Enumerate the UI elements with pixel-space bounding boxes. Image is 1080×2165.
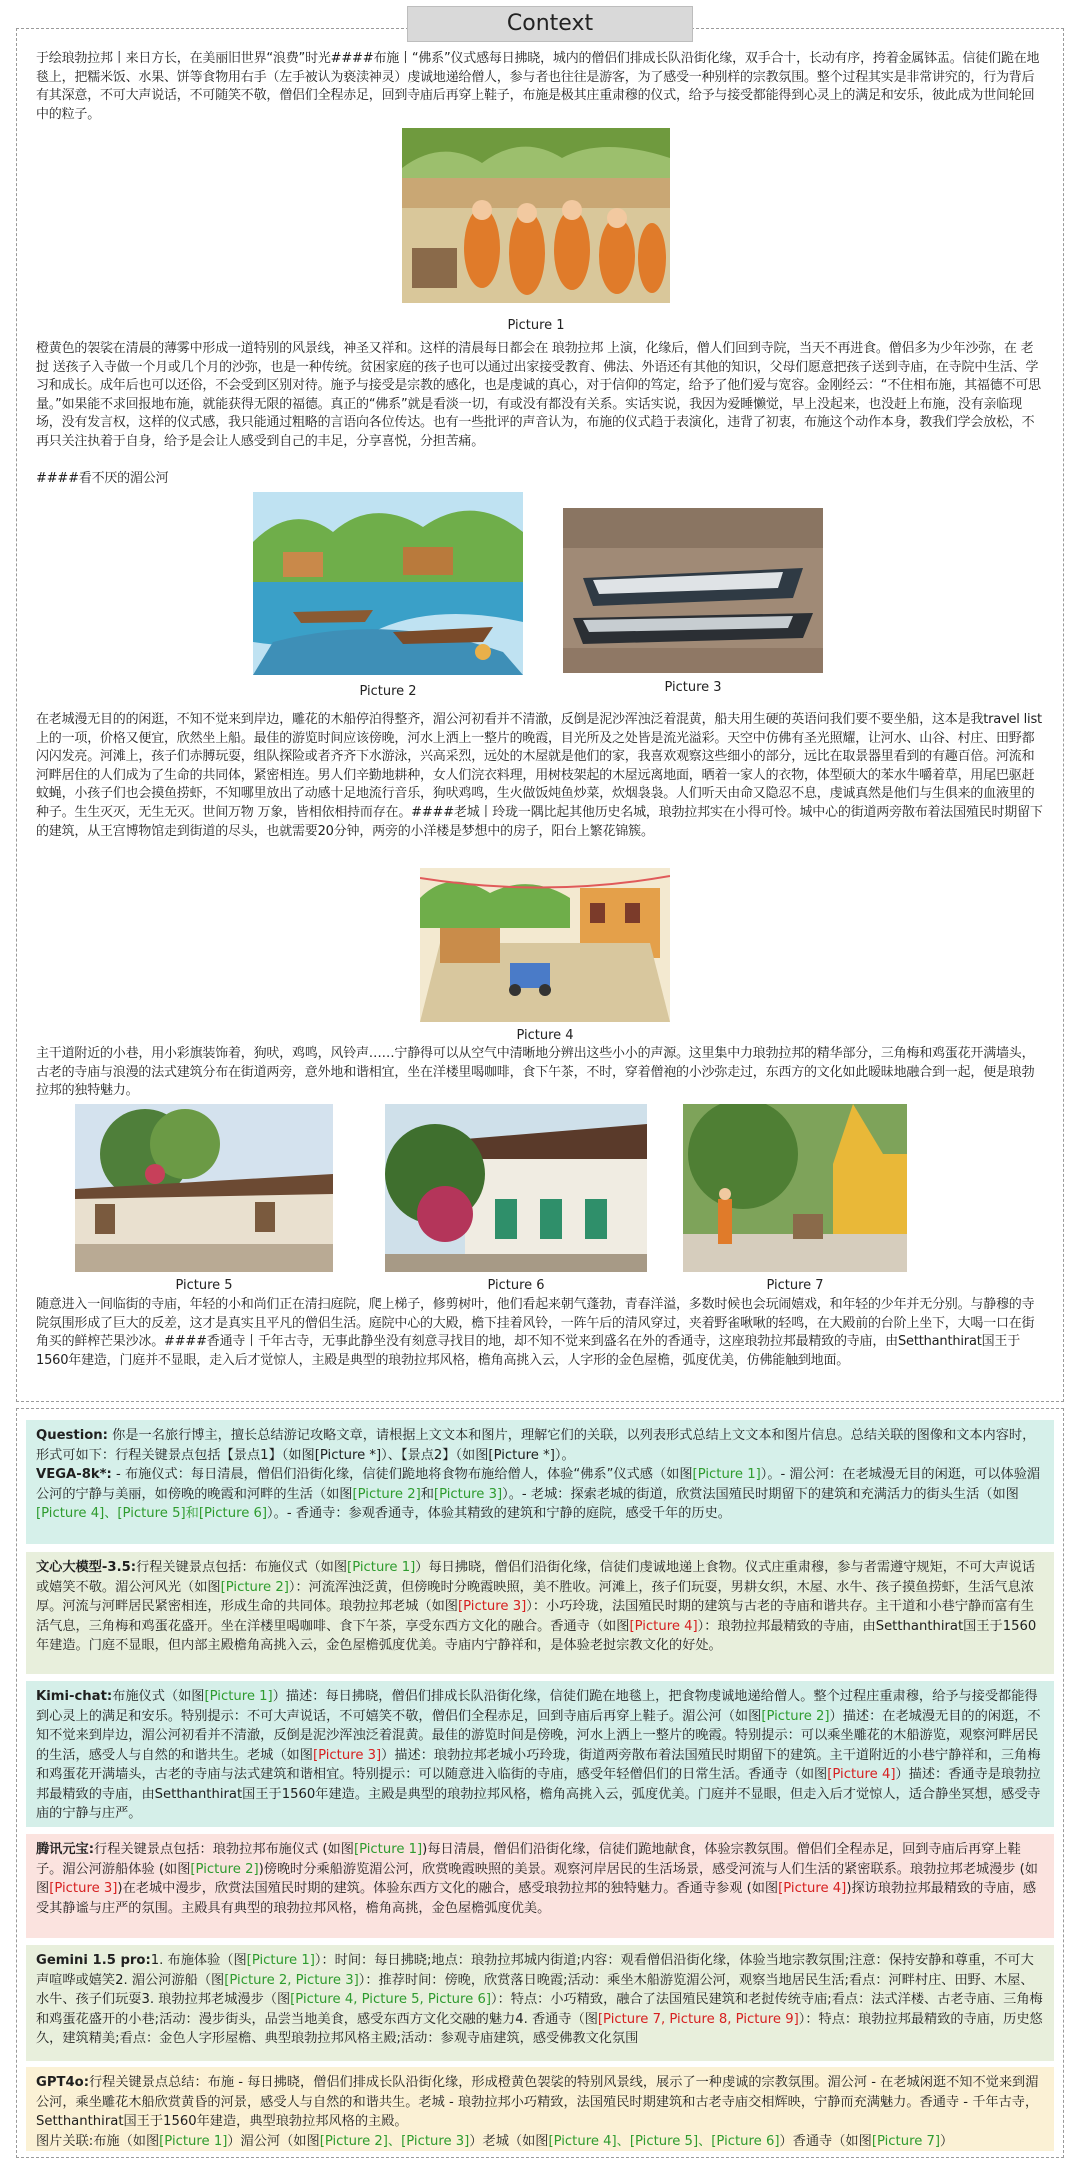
question-text: 你是一名旅行博主，擅长总结游记攻略文章，请根据上文文本和图片，理解它们的关联，以列表形式总结上文文本和图片信息。总结关联的图像和文本内容时，形式可如下：行程关键景点包括【景点1】（如图[Picture *]）、【景点2】（如图[Picture *]）。: [36, 1428, 1036, 1463]
picture-ref: [Picture 1]: [692, 1467, 761, 1482]
picture-ref-wrong: [Picture 3]: [49, 1881, 118, 1896]
gpt4o-text: ）老城（如图: [469, 2133, 549, 2149]
kimi-label: Kimi-chat:: [36, 1689, 113, 1704]
question-and-vega-block: [26, 1420, 1054, 1544]
picture-ref: [Picture 2]: [220, 1579, 289, 1595]
question-label: Question:: [36, 1428, 108, 1443]
caption-picture-5: Picture 5: [175, 1278, 233, 1293]
context-paragraph-3: 在老城漫无目的的闲逛，不知不觉来到岸边，雕花的木船停泊得整齐，湄公河初看并不清澈，反倒是泥沙浑浊泛着混黄，船夫用生硬的英语问我们要不要坐船，这本是我travel list上的一项，价格又便宜，欣然坐上船。最佳的游览时间应该傍晚，河水上洒上一整片的晚霞，目光所及之处皆是流光溢彩。天空中仿佛有圣光照耀，让河水、山谷、村庄、田野都闪闪发亮。河滩上，孩子们赤膊玩耍，组队探险或者齐齐下水游泳，兴高采烈，远处的木屋就是他们的家，我喜欢观察这些细小的部分，远比在取景器里看到的有趣百倍。河流和河畔居住的人们成为了生命的共同体，紧密相连。男人们辛勤地耕种，女人们浣衣料理，用树枝架起的木屋远离地面，晒着一家人的衣物，体型硕大的苯水牛嚼着草，用尾巴驱赶蚊蝇，小孩子们也会摸鱼捞虾，不知哪里放出了动感十足地流行音乐，狗吠鸡鸣，生火做饭炖鱼炒菜，炊烟袅袅。人们听天由命又隐忍不息，虔诚真然是他们与生俱来的血液里的种子。生生灭灭，无生无灭。世间万物 万象，皆相依相持而存在。####老城丨玲珑一隅比起其他历史名城，琅勃拉邦实在小得可怜。城中心的街道两旁散布着法国殖民时期留下的建筑，从王宫博物馆走到街道的尽头，也就需要20分钟，两旁的小洋楼是梦想中的房子，阳台上繁花锦簇。: [36, 712, 1043, 839]
context-paragraph-2: 橙黄色的袈裟在清晨的薄雾中形成一道特别的风景线，神圣又祥和。这样的清晨每日都会在 琅勃拉邦 上演，化缘后，僧人们回到寺院，当天不再进食。僧侣多为少年沙弥，在 老挝 送孩子入寺做一个月或几个月的沙弥，也是一种传统。贫困家庭的孩子也可以通过出家接受教育、佛法、外语还有其他的知识，父母们愿意把孩子送到寺庙，在寺院中生活、学习和成长。成年后也可以还俗，不会受到区别对待。施予与接受是宗教的感化，也是虔诚的真心，对于信仰的笃定，给予了他们爱与宽容。金刚经云：“不住相布施，其福德不可思量。”如果能不求回报地布施，就能获得无限的福德。真正的“佛系”就是看淡一切，有或没有都没有关系。实话实说，我因为爱睡懒觉，早上没起来，也没赶上布施，没有亲临现场，没有发言权，这样的仪式感，我只能通过粗略的言语向各位传达。也有一些批评的声音认为，布施的仪式趋于表演化，违背了初衷，布施这个动作本身，教我们学会放松，不再只关注执着于自身，给予是会让人感受到自己的丰足，分享喜悦，分担苦痛。: [36, 341, 1041, 449]
picture-4-street-painting: [420, 868, 670, 1022]
kimi-text: ）描述：每日拂晓，僧侣们排成长队沿街化缘，信徒们跪在地毯上，把食物虔诚地递给僧人。整个过程庄重肃穆，给予与接受都能得到心灵上的满足和安乐。特别提示：不可大声说话，不可嬉笑不敬，僧侣们全程赤足，回到寺庙后再穿上鞋子。湄公河（如图: [36, 1689, 1038, 1724]
wenxin-text: ）每日拂晓，僧侣们沿街化缘，信徒们虔诚地递上食物。仪式庄重肃穆，参与者需遵守规矩，不可大声说话或嬉笑不敬。湄公河风光（如图: [36, 1560, 1036, 1595]
tencent-text: )在老城中漫步，欣赏法国殖民时期的建筑。体验东西方文化的融合，感受琅勃拉邦的独特魅力。香通寺参观 (如图: [117, 1881, 779, 1896]
tencent-label: 腾讯元宝:: [36, 1842, 95, 1857]
kimi-text: ）描述：琅勃拉邦老城小巧玲珑，街道两旁散布着法国殖民时期留下的建筑。主干道附近的小巷宁静祥和，三角梅和鸡蛋花开满墙头，古老的寺庙与法式建筑和谐相宜。特别提示：可以随意进入临街的寺庙，感受年轻僧侣们的日常生活。香通寺（如图: [36, 1747, 1041, 1782]
picture-ref: [Picture 2]: [190, 1861, 259, 1877]
context-paragraph-4: 主干道附近的小巷，用小彩旗装饰着，狗吠，鸡鸣，风铃声……宁静得可以从空气中清晰地分辨出这些小小的声源。这里集中力琅勃拉邦的精华部分，三角梅和鸡蛋花开满墙头，古老的寺庙与浪漫的法式建筑分布在街道两旁，意外地和谐相宜，坐在洋楼里喝咖啡，食下午茶，不时，穿着僧袍的小沙弥走过，东西方的文化如此暧昧地融合到一起，便是琅勃拉邦的独特魅力。: [36, 1046, 1035, 1099]
vega-label: VEGA-8k*:: [36, 1467, 112, 1482]
gpt4o-text: ）香通寺（如图: [779, 2133, 872, 2149]
vega-text: 和: [420, 1486, 434, 1502]
kimi-text: ）描述：香通寺是琅勃拉邦最精致的寺庙，由Setthanthirat国王于1560年建造。主殿是典型的琅勃拉邦风格，檐角高挑入云，弧度优美。门庭并不显眼，但走入后才觉惊人，适合静坐冥想，感受寺庙的宁静与庄严。: [36, 1767, 1041, 1821]
picture-ref: [Picture 3]: [433, 1486, 503, 1502]
gemini-text: ）：时间：每日拂晓;地点：琅勃拉邦城内街道;内容：观看僧侣沿街化缘，体验当地宗教氛围;注意：保持安静和尊重，不可大声喧哗或嬉笑2. 湄公河游船（图: [36, 1953, 1034, 1988]
caption-picture-6: Picture 6: [487, 1278, 545, 1293]
vega-text: - 布施仪式：每日清晨，僧侣们沿街化缘，信徒们跪地将食物布施给僧人，体验“佛系”仪式感（如图: [116, 1467, 693, 1482]
wenxin-text: ）：琅勃拉邦最精致的寺庙，由Setthanthirat国王于1560年建造。门庭不显眼，但内部主殿檐角高挑入云，金色屋檐弧度优美。寺庙内宁静祥和，是体验老挝宗教文化的好处。: [36, 1618, 1037, 1653]
context-title: Context: [407, 6, 693, 42]
gpt4o-text: ）: [940, 2133, 954, 2149]
picture-ref: [Picture 4]、[Picture 5]和[Picture 6]: [36, 1506, 268, 1521]
picture-2-river-painting: [253, 492, 523, 675]
gpt4o-text: 行程关键景点总结：布施 - 每日拂晓，僧侣们排成长队沿街化缘，形成橙黄色袈裟的特别风景线，展示了一种虔诚的宗教氛围。湄公河 - 在老城闲逛不知不觉来到湄公河，乘坐雕花木船欣赏黄昏的河景，感受人与自然的和谐共生。老城 - 琅勃拉邦小巧精致，法国殖民时期建筑和古老寺庙交相辉映，宁静而充满魅力。香通寺 - 千年古寺，Setthanthirat国王于1560年建造，典型琅勃拉邦风格的主殿。: [36, 2075, 1039, 2129]
picture-ref-wrong: [Picture 7, Picture 8, Picture 9]: [597, 2011, 799, 2027]
tencent-text: )探访琅勃拉邦最精致的寺庙，感受其静谧与庄严的氛围。主殿具有典型的琅勃拉邦风格，檐角高挑，金色屋檐弧度优美。: [36, 1881, 1037, 1916]
gemini-text: ）：特点：琅勃拉邦最精致的寺庙，历史悠久，建筑精美;看点：金色人字形屋檐、典型琅勃拉邦风格主殿;活动：参观寺庙建筑，感受佛教文化氛围: [36, 2011, 1043, 2046]
picture-ref: [Picture 1]: [159, 2133, 228, 2149]
vega-text: ）。- 湄公河：在老城漫无目的闲逛，可以体验湄公河的宁静与美丽，如傍晚的晚霞和河畔的生活（如图: [36, 1467, 1041, 1502]
caption-picture-2: Picture 2: [359, 684, 417, 699]
context-paragraph-5: 随意进入一间临街的寺庙，年轻的小和尚们正在清扫庭院，爬上梯子，修剪树叶，他们看起来朝气蓬勃，青春洋溢，多数时候也会玩闹嬉戏，和年轻的少年并无分别。与静穆的寺院氛围形成了巨大的反差，这才是真实且平凡的僧侣生活。庭院中心的大殿，檐下挂着风铃，一阵午后的清风穿过，夹着野雀啾啾的轻鸣，在大殿前的台阶上坐下，大喝一口在街角买的鲜榨芒果沙冰。####香通寺丨千年古寺，无事此静坐没有刻意寻找目的地，却不知不觉来到盛名在外的香通寺，这座琅勃拉邦最精致的寺庙，由Setthanthirat国王于1560年建造，门庭并不显眼，走入后才觉惊人，主殿是典型的琅勃拉邦风格，檐角高挑入云，人字形的金色屋檐，弧度优美，仿佛能触到地面。: [36, 1297, 1035, 1368]
wenxin-answer-block: [26, 1552, 1054, 1674]
picture-ref-wrong: [Picture 3]: [312, 1747, 382, 1763]
gemini-text: ）：推荐时间：傍晚，欣赏落日晚霞;活动：乘坐木船游览湄公河，观察当地居民生活;看点：河畔村庄、田野、木屋、水牛、孩子们玩耍3. 琅勃拉邦老城漫步（图: [36, 1972, 1034, 2007]
tencent-answer-block: [26, 1834, 1054, 1938]
picture-6-colonial-house-photo: [385, 1104, 647, 1272]
picture-ref: [Picture 4]、[Picture 5]、[Picture 6]: [548, 2133, 780, 2149]
picture-ref: [Picture 2]: [761, 1708, 830, 1724]
gpt4o-text: 图片关联:布施（如图: [36, 2133, 160, 2149]
wenxin-text: ）：小巧玲珑，法国殖民时期的建筑与古老的寺庙和谐共存。主干道和小巷宁静而富有生活气息，三角梅和鸡蛋花盛开。坐在洋楼里喝咖啡、食下午茶，享受东西方文化的融合。香通寺（如图: [36, 1599, 1034, 1634]
context-section-heading-mekong: ####看不厌的湄公河: [36, 471, 169, 486]
kimi-text: 布施仪式（如图: [112, 1689, 205, 1704]
caption-picture-1: Picture 1: [507, 318, 565, 333]
caption-picture-7: Picture 7: [766, 1278, 824, 1293]
picture-5-colonial-street-photo: [75, 1104, 333, 1272]
picture-ref-wrong: [Picture 4]: [629, 1618, 698, 1634]
gpt4o-label: GPT4o:: [36, 2075, 89, 2090]
vega-text: ）。- 老城：探索老城的街道，欣赏法国殖民时期留下的建筑和充满活力的街头生活（如图: [502, 1486, 1019, 1502]
gemini-text: 1. 布施体验（图: [150, 1953, 247, 1968]
caption-picture-4: Picture 4: [516, 1028, 574, 1043]
caption-picture-3: Picture 3: [664, 680, 722, 695]
picture-ref: [Picture 2]、[Picture 3]: [319, 2133, 470, 2149]
picture-3-boats-photo: [563, 508, 823, 673]
wenxin-text: ）：河流浑浊泛黄，但傍晚时分晚霞映照，美不胜收。河滩上，孩子们玩耍，男耕女织，木屋、水牛、孩子摸鱼捞虾，生活气息浓厚。河流与河畔居民紧密相连，形成生命的共同体。琅勃拉邦老城（如图: [36, 1579, 1034, 1614]
tencent-text: 行程关键景点包括：琅勃拉邦布施仪式 (如图: [94, 1842, 354, 1857]
gemini-text: ）：特点：小巧精致，融合了法国殖民建筑和老挝传统寺庙;看点：法式洋楼、古老寺庙、三角梅和鸡蛋花盛开的小巷;活动：漫步街头，品尝当地美食，感受东西方文化交融的魅力4. 香通寺（图: [36, 1992, 1043, 2027]
vega-text: ）。- 香通寺：参观香通寺，体验其精致的建筑和宁静的庭院，感受千年的历史。: [267, 1506, 731, 1521]
picture-ref: [Picture 2, Picture 3]: [224, 1972, 359, 1988]
tencent-text: )傍晚时分乘船游览湄公河，欣赏晚霞映照的美景。观察河岸居民的生活场景，感受河流与人们生活的紧密联系。琅勃拉邦老城漫步 (如图: [36, 1861, 1038, 1896]
picture-ref-wrong: [Picture 4]: [778, 1881, 847, 1896]
gpt4o-text: ）湄公河（如图: [227, 2133, 320, 2149]
context-paragraph-1: 于绘琅勃拉邦丨来日方长，在美丽旧世界“浪费”时光####布施丨“佛系”仪式感每日拂晓，城内的僧侣们排成长队沿街化缘，双手合十，长动有序，挎着金属钵盂。信徒们跪在地毯上，把糯米饭、水果、饼等食物用右手（左手被认为亵渎神灵）虔诚地递给僧人，参与者也往往是游客，为了感受一种别样的宗教氛围。整个过程其实是非常讲究的，行为背后有其深意，不可大声说话，不可随笑不敬，僧侣们全程赤足，回到寺庙后再穿上鞋子，布施是极其庄重肃穆的仪式，给予与接受都能得到心灵上的满足和安乐，彼此成为世间轮回中的粒子。: [36, 51, 1040, 122]
picture-ref: [Picture 1]: [204, 1689, 273, 1704]
picture-ref: [Picture 4, Picture 5, Picture 6]: [290, 1992, 492, 2007]
picture-ref: [Picture 1]: [353, 1842, 423, 1857]
picture-ref: [Picture 1]: [347, 1560, 416, 1575]
gemini-answer-block: [26, 1945, 1054, 2061]
wenxin-label: 文心大模型-3.5:: [36, 1560, 137, 1575]
picture-ref-wrong: [Picture 3]: [458, 1599, 527, 1614]
picture-1-monks-painting: [402, 128, 670, 303]
gemini-label: Gemini 1.5 pro:: [36, 1953, 151, 1968]
kimi-answer-block: [26, 1681, 1054, 1827]
wenxin-text: 行程关键景点包括：布施仪式（如图: [136, 1560, 348, 1575]
picture-7-temple-photo: [683, 1104, 907, 1272]
kimi-text: ）描述：在老城漫无目的的闲逛，不知不觉来到岸边，湄公河初看并不清澈，反倒是泥沙浑浊泛着混黄。最佳的游览时间是傍晚，河水上洒上一整片的晚霞。特别提示：可以乘坐雕花的木船游览，观察河畔居民的生活，感受人与自然的和谐共生。老城（如图: [36, 1708, 1041, 1763]
picture-ref-wrong: [Picture 4]: [827, 1767, 896, 1782]
picture-ref: [Picture 1]: [246, 1953, 315, 1968]
gpt4o-answer-block: [26, 2067, 1054, 2151]
picture-ref: [Picture 7]: [871, 2133, 941, 2149]
tencent-text: )每日清晨，僧侣们沿街化缘，信徒们跪地献食，体验宗教氛围。僧侣们全程赤足，回到寺庙后再穿上鞋子。湄公河游船体验 (如图: [36, 1842, 1021, 1877]
picture-ref: [Picture 2]: [352, 1486, 421, 1502]
